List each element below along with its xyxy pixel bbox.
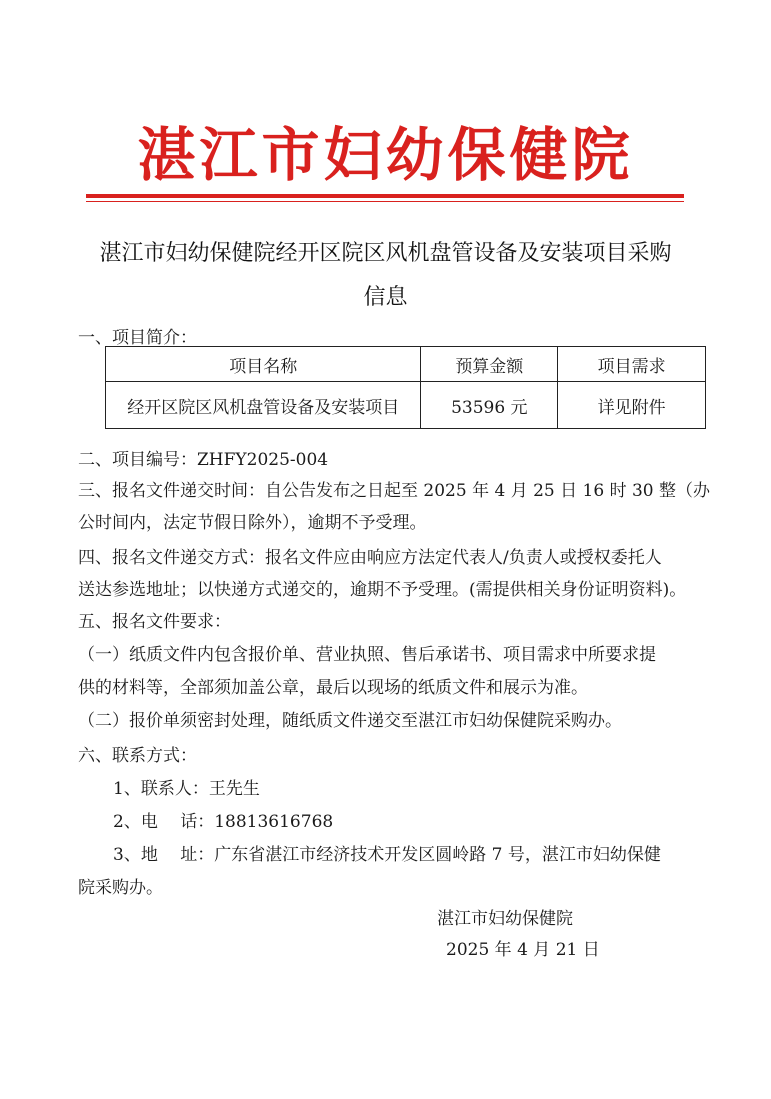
contact-address-line1: 3、地 址：广东省湛江市经济技术开发区圆岭路 7 号，湛江市妇幼保健 xyxy=(113,845,661,865)
section1-heading: 一、项目简介： xyxy=(78,328,197,348)
table-header-cell: 项目名称 xyxy=(106,347,421,382)
table-header-cell: 预算金额 xyxy=(421,347,558,382)
signature-date: 2025 年 4 月 21 日 xyxy=(446,940,600,960)
contact-phone: 2、电 话：18813616768 xyxy=(113,812,334,832)
header-rule-thin xyxy=(86,201,684,202)
requirement-1-line2: 供的材料等，全部须加盖公章，最后以现场的纸质文件和展示为准。 xyxy=(78,678,588,698)
project-number: 二、项目编号：ZHFY2025-004 xyxy=(78,450,329,470)
table-cell: 详见附件 xyxy=(558,382,706,429)
signature-org: 湛江市妇幼保健院 xyxy=(437,909,573,929)
submission-method-line2: 送达参选地址；以快递方式递交的，逾期不予受理。(需提供相关身份证明资料)。 xyxy=(78,580,687,600)
section6-heading: 六、联系方式： xyxy=(78,746,197,766)
document-title-line1: 湛江市妇幼保健院经开区院区风机盘管设备及安装项目采购 xyxy=(99,241,672,266)
document-title-line2: 信息 xyxy=(363,285,408,310)
submission-time-line1: 三、报名文件递交时间：自公告发布之日起至 2025 年 4 月 25 日 16 时 30 整（办 xyxy=(78,481,711,501)
section5-heading: 五、报名文件要求： xyxy=(78,612,231,632)
contact-person: 1、联系人：王先生 xyxy=(113,779,260,799)
org-header-title: 湛江市妇幼保健院 xyxy=(137,121,634,189)
table-cell: 53596 元 xyxy=(421,382,558,429)
contact-address-line2: 院采购办。 xyxy=(78,878,163,898)
table-header-cell: 项目需求 xyxy=(558,347,706,382)
table-cell: 经开区院区风机盘管设备及安装项目 xyxy=(106,382,421,429)
requirement-2: （二）报价单须密封处理，随纸质文件递交至湛江市妇幼保健院采购办。 xyxy=(78,711,622,731)
submission-method-line1: 四、报名文件递交方式：报名文件应由响应方法定代表人/负责人或授权委托人 xyxy=(78,548,662,568)
project-table xyxy=(105,346,706,429)
submission-time-line2: 公时间内，法定节假日除外），逾期不予受理。 xyxy=(78,513,427,533)
table-row xyxy=(106,382,706,429)
table-header-row xyxy=(106,347,706,382)
requirement-1-line1: （一）纸质文件内包含报价单、营业执照、售后承诺书、项目需求中所要求提 xyxy=(78,645,656,665)
header-rule-thick xyxy=(86,194,684,198)
